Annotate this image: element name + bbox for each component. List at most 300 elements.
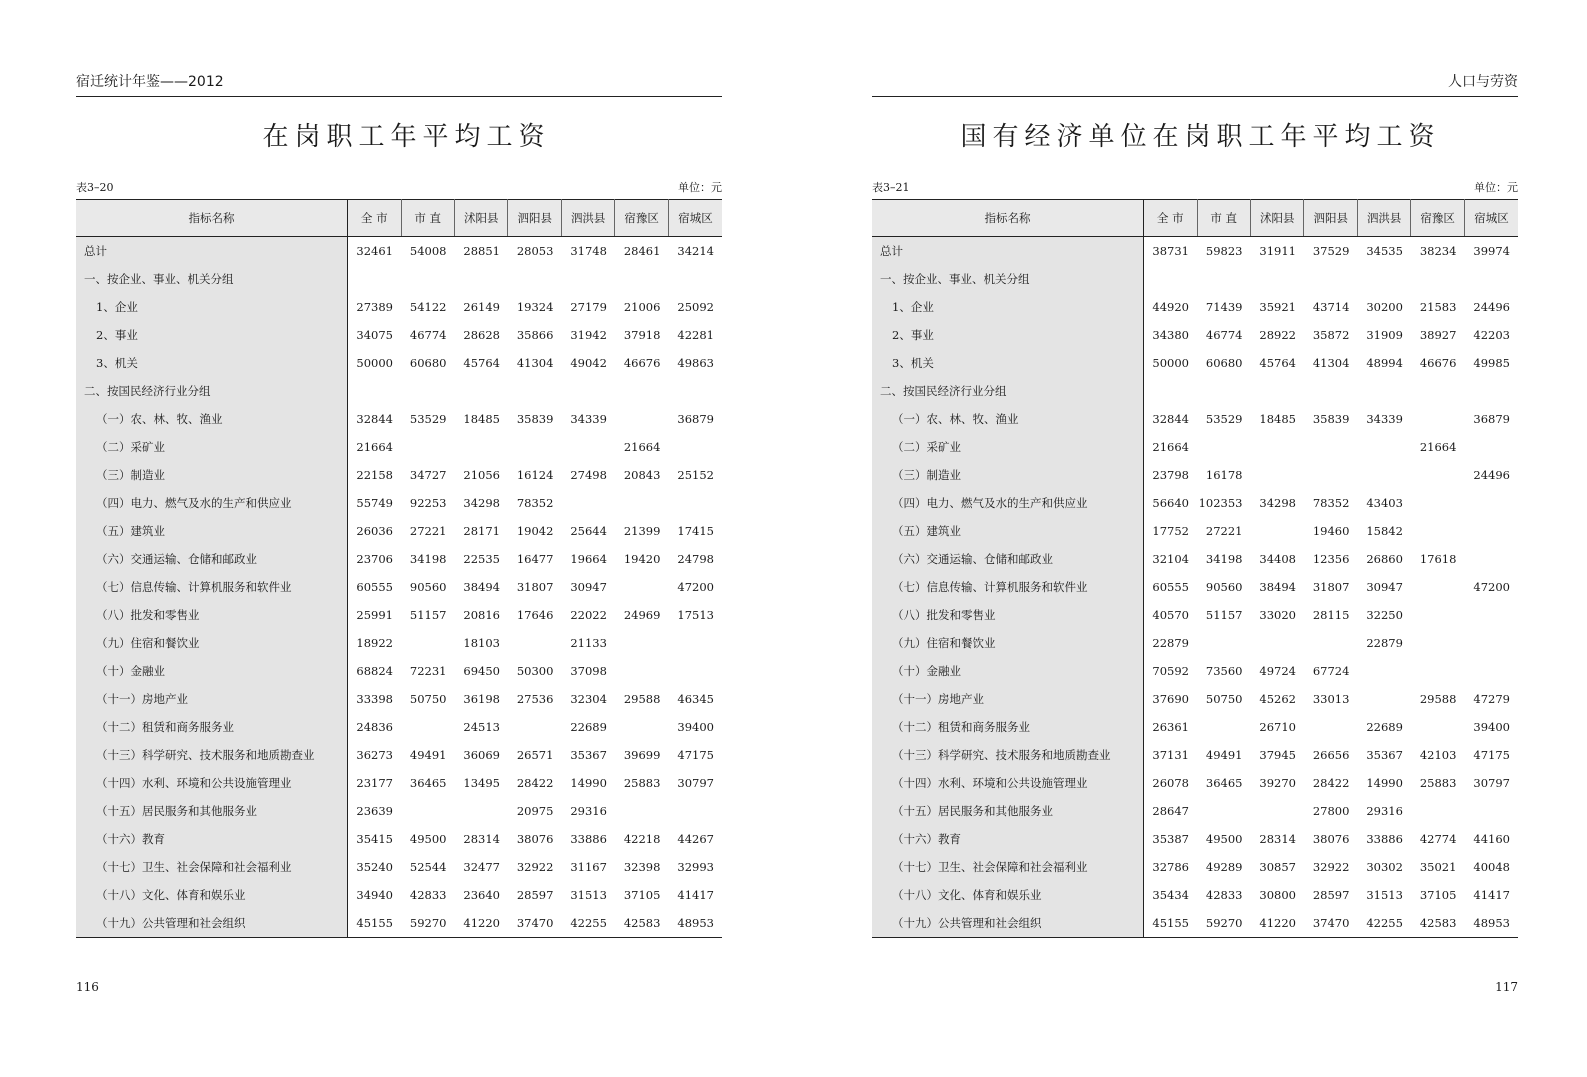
table-cell: 43714 bbox=[1312, 300, 1350, 314]
row-label: （二）采矿业 bbox=[76, 433, 348, 461]
table-cell: 17415 bbox=[677, 524, 714, 538]
table-cell: 36465 bbox=[409, 776, 447, 790]
table-cell bbox=[615, 405, 668, 433]
row-label: （十九）公共管理和社会组织 bbox=[872, 909, 1144, 938]
table-cell bbox=[1464, 377, 1518, 405]
table-cell: 25644 bbox=[570, 524, 607, 538]
table-cell bbox=[508, 265, 561, 293]
row-label: （五）建筑业 bbox=[872, 517, 1144, 545]
table-row bbox=[872, 797, 1518, 825]
table-cell: 35387 bbox=[1152, 832, 1189, 846]
table-cell bbox=[1357, 265, 1410, 293]
table-cell: 38076 bbox=[516, 832, 554, 846]
table-row bbox=[872, 405, 1518, 433]
table-row bbox=[76, 881, 722, 909]
table-cell: 39400 bbox=[1473, 720, 1510, 734]
table-cell: 31942 bbox=[570, 328, 607, 342]
table-cell: 19324 bbox=[516, 300, 554, 314]
table-id: 表3–20 bbox=[76, 181, 114, 194]
table-row bbox=[76, 433, 722, 461]
table-cell: 28851 bbox=[463, 244, 500, 258]
right-page bbox=[794, 0, 1587, 1077]
table-cell: 24969 bbox=[623, 608, 661, 622]
table-cell: 35434 bbox=[1152, 888, 1189, 902]
table-cell: 34727 bbox=[409, 468, 447, 482]
table-cell bbox=[1411, 265, 1464, 293]
wage-table bbox=[76, 199, 722, 938]
table-cell: 17752 bbox=[1152, 524, 1189, 538]
row-label: （十七）卫生、社会保障和社会福利业 bbox=[76, 853, 348, 881]
table-cell: 37131 bbox=[1152, 748, 1189, 762]
table-cell: 34408 bbox=[1259, 552, 1296, 566]
table-cell: 49985 bbox=[1473, 356, 1510, 370]
row-label: （四）电力、燃气及水的生产和供应业 bbox=[76, 489, 348, 517]
table-cell: 35240 bbox=[356, 860, 393, 874]
table-cell: 26361 bbox=[1152, 720, 1189, 734]
table-cell: 102353 bbox=[1198, 496, 1243, 510]
table-cell: 30857 bbox=[1259, 860, 1296, 874]
table-cell: 60555 bbox=[356, 580, 393, 594]
table-cell: 32844 bbox=[1152, 412, 1189, 426]
table-row bbox=[872, 629, 1518, 657]
table-cell: 31513 bbox=[570, 888, 607, 902]
table-cell bbox=[1411, 657, 1464, 685]
table-cell: 24513 bbox=[463, 720, 500, 734]
table-cell: 32922 bbox=[1312, 860, 1350, 874]
table-cell: 31748 bbox=[570, 244, 607, 258]
table-cell: 21664 bbox=[1419, 440, 1457, 454]
table-cell: 34380 bbox=[1152, 328, 1189, 342]
row-label: （十七）卫生、社会保障和社会福利业 bbox=[872, 853, 1144, 881]
table-cell: 35415 bbox=[356, 832, 393, 846]
table-cell: 28115 bbox=[1312, 608, 1350, 622]
table-cell bbox=[401, 629, 454, 657]
table-cell: 27221 bbox=[1205, 524, 1243, 538]
table-cell: 48953 bbox=[1473, 916, 1510, 930]
table-row bbox=[872, 349, 1518, 377]
table-cell: 46676 bbox=[623, 356, 661, 370]
table-row bbox=[872, 237, 1518, 266]
table-cell bbox=[668, 265, 722, 293]
table-cell bbox=[1250, 629, 1303, 657]
table-cell: 21133 bbox=[570, 636, 607, 650]
row-label: （八）批发和零售业 bbox=[76, 601, 348, 629]
table-cell: 48994 bbox=[1366, 356, 1403, 370]
table-cell: 32477 bbox=[463, 860, 500, 874]
table-cell: 47200 bbox=[677, 580, 714, 594]
table-cell: 90560 bbox=[1205, 580, 1243, 594]
table-cell: 41417 bbox=[1473, 888, 1510, 902]
table-cell bbox=[401, 433, 454, 461]
table-cell bbox=[1197, 713, 1250, 741]
table-cell bbox=[1464, 517, 1518, 545]
table-cell: 26149 bbox=[463, 300, 500, 314]
state-owned-wage-table bbox=[872, 199, 1518, 938]
row-label: （十五）居民服务和其他服务业 bbox=[872, 797, 1144, 825]
row-label: 总计 bbox=[872, 237, 1144, 266]
column-header-region: 泗洪县 bbox=[561, 200, 614, 237]
table-cell: 35839 bbox=[516, 412, 554, 426]
table-cell bbox=[1464, 657, 1518, 685]
table-cell: 19664 bbox=[570, 552, 607, 566]
row-label: （十三）科学研究、技术服务和地质勘查业 bbox=[76, 741, 348, 769]
table-row bbox=[76, 573, 722, 601]
row-label: 2、事业 bbox=[76, 321, 348, 349]
table-cell bbox=[1250, 461, 1303, 489]
column-header-region: 市 直 bbox=[1197, 200, 1250, 237]
table-cell: 36069 bbox=[463, 748, 500, 762]
table-cell: 24836 bbox=[356, 720, 393, 734]
table-cell: 36273 bbox=[356, 748, 393, 762]
table-cell: 20816 bbox=[463, 608, 500, 622]
table-cell: 41304 bbox=[1312, 356, 1350, 370]
table-cell: 20975 bbox=[516, 804, 554, 818]
table-cell bbox=[1197, 433, 1250, 461]
table-cell bbox=[1411, 629, 1464, 657]
table-cell bbox=[668, 629, 722, 657]
table-cell bbox=[348, 265, 401, 293]
table-row bbox=[872, 713, 1518, 741]
table-cell: 49491 bbox=[1205, 748, 1243, 762]
column-header-region: 宿豫区 bbox=[615, 200, 668, 237]
table-row bbox=[872, 489, 1518, 517]
table-cell: 39400 bbox=[677, 720, 714, 734]
table-row bbox=[76, 377, 722, 405]
table-cell: 50300 bbox=[516, 664, 554, 678]
table-cell: 69450 bbox=[463, 664, 500, 678]
table-cell: 24496 bbox=[1473, 468, 1510, 482]
table-row bbox=[76, 601, 722, 629]
table-cell bbox=[1197, 265, 1250, 293]
table-cell: 31909 bbox=[1366, 328, 1403, 342]
table-cell: 45764 bbox=[463, 356, 500, 370]
table-cell bbox=[1411, 601, 1464, 629]
table-cell bbox=[1197, 797, 1250, 825]
table-cell bbox=[561, 265, 614, 293]
table-cell: 24798 bbox=[677, 552, 714, 566]
table-cell: 18922 bbox=[356, 636, 393, 650]
table-cell bbox=[668, 797, 722, 825]
row-label: （六）交通运输、仓储和邮政业 bbox=[872, 545, 1144, 573]
table-row bbox=[76, 909, 722, 938]
table-row bbox=[76, 349, 722, 377]
table-cell bbox=[454, 433, 507, 461]
row-label: （七）信息传输、计算机服务和软件业 bbox=[872, 573, 1144, 601]
table-cell bbox=[1250, 797, 1303, 825]
table-cell bbox=[1411, 377, 1464, 405]
table-cell: 32922 bbox=[516, 860, 554, 874]
table-cell: 45764 bbox=[1259, 356, 1296, 370]
table-cell: 41417 bbox=[677, 888, 714, 902]
table-row bbox=[76, 321, 722, 349]
table-cell: 32304 bbox=[570, 692, 607, 706]
table-row bbox=[76, 293, 722, 321]
table-cell: 37918 bbox=[623, 328, 661, 342]
row-label: （十四）水利、环境和公共设施管理业 bbox=[76, 769, 348, 797]
table-cell: 46774 bbox=[409, 328, 447, 342]
table-cell bbox=[454, 265, 507, 293]
table-cell bbox=[454, 377, 507, 405]
table-cell bbox=[668, 657, 722, 685]
table-cell: 48953 bbox=[677, 916, 714, 930]
table-cell: 32786 bbox=[1152, 860, 1189, 874]
table-cell: 25991 bbox=[356, 608, 393, 622]
table-cell: 34075 bbox=[356, 328, 393, 342]
table-cell bbox=[508, 433, 561, 461]
table-cell: 28314 bbox=[1259, 832, 1296, 846]
column-header-region: 宿城区 bbox=[668, 200, 722, 237]
table-row bbox=[872, 825, 1518, 853]
table-cell: 22879 bbox=[1366, 636, 1403, 650]
table-cell: 13495 bbox=[463, 776, 500, 790]
table-cell: 92253 bbox=[409, 496, 447, 510]
table-cell bbox=[454, 797, 507, 825]
table-cell: 21664 bbox=[1152, 440, 1189, 454]
table-row bbox=[76, 825, 722, 853]
table-cell: 37105 bbox=[1419, 888, 1457, 902]
table-cell: 28597 bbox=[1312, 888, 1350, 902]
table-cell: 78352 bbox=[516, 496, 554, 510]
table-cell bbox=[1304, 433, 1357, 461]
table-cell: 34339 bbox=[1366, 412, 1403, 426]
table-cell bbox=[1144, 265, 1197, 293]
table-row bbox=[872, 265, 1518, 293]
row-label: （一）农、林、牧、渔业 bbox=[872, 405, 1144, 433]
table-cell bbox=[615, 573, 668, 601]
table-cell: 35866 bbox=[516, 328, 554, 342]
table-cell: 28461 bbox=[623, 244, 661, 258]
table-cell: 67724 bbox=[1312, 664, 1350, 678]
table-cell bbox=[1464, 433, 1518, 461]
table-cell: 30200 bbox=[1366, 300, 1403, 314]
table-cell: 21056 bbox=[463, 468, 500, 482]
table-cell bbox=[1357, 657, 1410, 685]
table-cell: 39270 bbox=[1259, 776, 1296, 790]
table-row bbox=[872, 657, 1518, 685]
table-row bbox=[76, 853, 722, 881]
table-cell: 42255 bbox=[1366, 916, 1403, 930]
row-label: （十）金融业 bbox=[872, 657, 1144, 685]
table-row bbox=[872, 545, 1518, 573]
row-label: （十一）房地产业 bbox=[76, 685, 348, 713]
table-cell: 45155 bbox=[1152, 916, 1189, 930]
table-cell: 38927 bbox=[1419, 328, 1457, 342]
table-cell: 51157 bbox=[1205, 608, 1243, 622]
table-cell: 23639 bbox=[356, 804, 393, 818]
table-cell: 30947 bbox=[1366, 580, 1403, 594]
table-cell: 29588 bbox=[1419, 692, 1457, 706]
row-label: 3、机关 bbox=[76, 349, 348, 377]
table-cell: 40048 bbox=[1473, 860, 1510, 874]
table-cell bbox=[401, 797, 454, 825]
table-cell: 16124 bbox=[516, 468, 554, 482]
row-label: （十三）科学研究、技术服务和地质勘查业 bbox=[872, 741, 1144, 769]
table-cell: 31807 bbox=[1312, 580, 1350, 594]
table-cell: 23640 bbox=[463, 888, 500, 902]
table-row bbox=[872, 881, 1518, 909]
column-header-region: 全 市 bbox=[348, 200, 401, 237]
table-cell: 30797 bbox=[1473, 776, 1510, 790]
table-cell: 59270 bbox=[1205, 916, 1243, 930]
table-cell: 33886 bbox=[570, 832, 607, 846]
table-cell: 30797 bbox=[677, 776, 714, 790]
table-cell: 28422 bbox=[516, 776, 554, 790]
table-cell: 28422 bbox=[1312, 776, 1350, 790]
table-cell: 25883 bbox=[623, 776, 661, 790]
table-cell: 28053 bbox=[516, 244, 554, 258]
table-cell: 33398 bbox=[356, 692, 393, 706]
table-cell bbox=[1304, 461, 1357, 489]
table-cell: 37945 bbox=[1259, 748, 1296, 762]
table-cell: 42774 bbox=[1419, 832, 1457, 846]
table-cell bbox=[508, 629, 561, 657]
table-cell: 27179 bbox=[570, 300, 607, 314]
table-cell: 50750 bbox=[1205, 692, 1243, 706]
table-cell bbox=[1411, 797, 1464, 825]
table-cell bbox=[1250, 433, 1303, 461]
row-label: 总计 bbox=[76, 237, 348, 266]
table-cell: 26656 bbox=[1312, 748, 1350, 762]
row-label: （十一）房地产业 bbox=[872, 685, 1144, 713]
table-cell: 37470 bbox=[516, 916, 554, 930]
table-cell: 41220 bbox=[463, 916, 500, 930]
table-row bbox=[872, 433, 1518, 461]
table-cell: 34198 bbox=[1205, 552, 1243, 566]
table-cell bbox=[1197, 629, 1250, 657]
table-cell: 28314 bbox=[463, 832, 500, 846]
table-cell bbox=[1464, 629, 1518, 657]
table-cell bbox=[1411, 489, 1464, 517]
running-head: 宿迁统计年鉴——2012 bbox=[76, 72, 722, 97]
page-title: 国有经济单位在岗职工年平均工资 bbox=[960, 122, 1441, 152]
table-cell: 34214 bbox=[677, 244, 714, 258]
table-cell: 35367 bbox=[570, 748, 607, 762]
table-cell bbox=[1250, 517, 1303, 545]
table-cell: 49500 bbox=[1205, 832, 1243, 846]
table-cell: 38076 bbox=[1312, 832, 1350, 846]
column-header-name: 指标名称 bbox=[76, 200, 348, 237]
table-cell: 32461 bbox=[356, 244, 393, 258]
table-cell: 12356 bbox=[1312, 552, 1350, 566]
table-cell: 31167 bbox=[570, 860, 607, 874]
table-cell: 42281 bbox=[677, 328, 714, 342]
table-row bbox=[76, 741, 722, 769]
row-label: （六）交通运输、仓储和邮政业 bbox=[76, 545, 348, 573]
table-row bbox=[76, 685, 722, 713]
left-page bbox=[0, 0, 793, 1077]
table-cell bbox=[401, 713, 454, 741]
table-cell: 28171 bbox=[463, 524, 500, 538]
table-cell: 50750 bbox=[409, 692, 447, 706]
header-row bbox=[872, 200, 1518, 237]
row-label: 1、企业 bbox=[872, 293, 1144, 321]
table-cell: 35839 bbox=[1312, 412, 1350, 426]
row-label: （十二）租赁和商务服务业 bbox=[76, 713, 348, 741]
column-header-region: 泗阳县 bbox=[1304, 200, 1357, 237]
table-cell: 51157 bbox=[409, 608, 447, 622]
table-cell: 37470 bbox=[1312, 916, 1350, 930]
table-cell: 73560 bbox=[1205, 664, 1243, 678]
row-label: 2、事业 bbox=[872, 321, 1144, 349]
column-header-region: 沭阳县 bbox=[1250, 200, 1303, 237]
table-cell: 35367 bbox=[1366, 748, 1403, 762]
table-cell: 32844 bbox=[356, 412, 393, 426]
table-cell: 26571 bbox=[516, 748, 554, 762]
table-cell: 14990 bbox=[1366, 776, 1403, 790]
table-cell: 28597 bbox=[516, 888, 554, 902]
table-cell: 60555 bbox=[1152, 580, 1189, 594]
table-cell: 38494 bbox=[463, 580, 500, 594]
table-cell bbox=[1464, 601, 1518, 629]
table-unit: 单位：元 bbox=[1474, 181, 1518, 194]
table-cell: 34298 bbox=[463, 496, 500, 510]
table-cell bbox=[615, 629, 668, 657]
table-cell: 49289 bbox=[1205, 860, 1243, 874]
row-label: 1、企业 bbox=[76, 293, 348, 321]
row-label: 一、按企业、事业、机关分组 bbox=[872, 265, 1144, 293]
table-cell bbox=[508, 377, 561, 405]
column-header-region: 沭阳县 bbox=[454, 200, 507, 237]
table-cell: 54008 bbox=[409, 244, 447, 258]
table-cell: 33020 bbox=[1259, 608, 1296, 622]
row-label: （八）批发和零售业 bbox=[872, 601, 1144, 629]
table-cell: 29588 bbox=[623, 692, 661, 706]
table-cell: 39699 bbox=[623, 748, 661, 762]
table-cell: 32104 bbox=[1152, 552, 1189, 566]
table-cell: 59270 bbox=[409, 916, 447, 930]
table-cell: 50000 bbox=[356, 356, 393, 370]
table-row bbox=[76, 545, 722, 573]
table-cell: 29316 bbox=[1366, 804, 1403, 818]
column-header-region: 全 市 bbox=[1144, 200, 1197, 237]
page-number: 117 bbox=[1495, 980, 1518, 994]
table-cell: 34339 bbox=[570, 412, 607, 426]
table-cell bbox=[1411, 713, 1464, 741]
table-cell bbox=[1197, 377, 1250, 405]
table-cell: 49491 bbox=[409, 748, 447, 762]
table-cell: 49042 bbox=[570, 356, 607, 370]
table-row bbox=[76, 769, 722, 797]
table-cell: 29316 bbox=[570, 804, 607, 818]
table-cell: 40570 bbox=[1152, 608, 1189, 622]
row-label: （十二）租赁和商务服务业 bbox=[872, 713, 1144, 741]
table-cell: 53529 bbox=[1205, 412, 1243, 426]
page-number: 116 bbox=[76, 980, 99, 994]
table-row bbox=[872, 573, 1518, 601]
table-cell: 15842 bbox=[1366, 524, 1403, 538]
row-label: （十九）公共管理和社会组织 bbox=[76, 909, 348, 938]
table-cell bbox=[1464, 797, 1518, 825]
table-cell: 16178 bbox=[1205, 468, 1243, 482]
column-header-region: 泗洪县 bbox=[1357, 200, 1410, 237]
table-row bbox=[872, 741, 1518, 769]
table-cell: 47200 bbox=[1473, 580, 1510, 594]
table-cell bbox=[1357, 377, 1410, 405]
table-cell: 41220 bbox=[1259, 916, 1296, 930]
table-cell: 42218 bbox=[623, 832, 661, 846]
row-label: 3、机关 bbox=[872, 349, 1144, 377]
row-label: 一、按企业、事业、机关分组 bbox=[76, 265, 348, 293]
table-cell: 35921 bbox=[1259, 300, 1296, 314]
table-cell: 42833 bbox=[409, 888, 447, 902]
table-cell: 60680 bbox=[409, 356, 447, 370]
table-cell: 24496 bbox=[1473, 300, 1510, 314]
table-cell: 47175 bbox=[1473, 748, 1510, 762]
table-cell: 30947 bbox=[570, 580, 607, 594]
table-cell: 90560 bbox=[409, 580, 447, 594]
table-cell: 50000 bbox=[1152, 356, 1189, 370]
table-cell: 27389 bbox=[356, 300, 393, 314]
